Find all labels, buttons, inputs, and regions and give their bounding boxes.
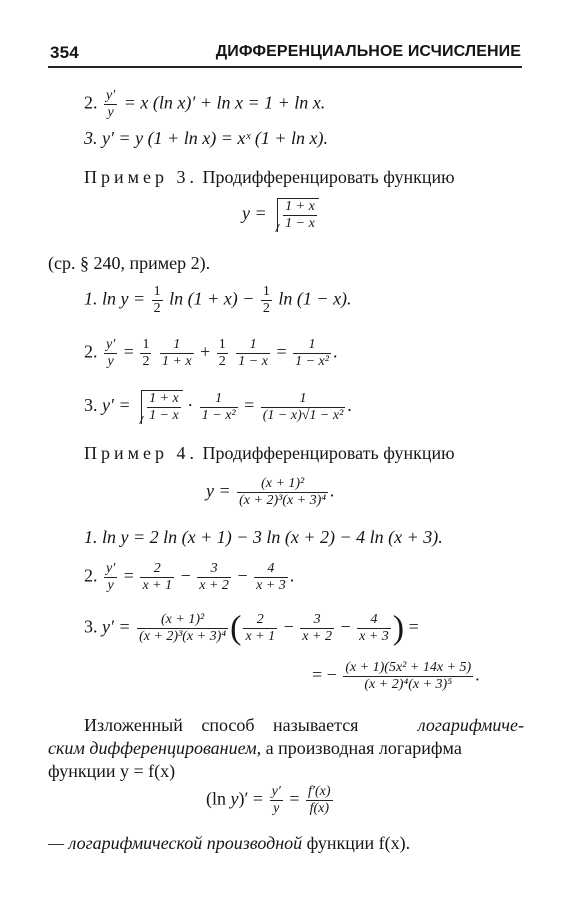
example-3-formula: y = $\frac{1 + x}{1 - x}$ [242,198,319,232]
step-label: 2. [84,565,98,586]
example-text: Продифференцировать функцию [202,443,455,463]
step-2-log-derivative [84,88,325,121]
paragraph-line-2 [48,737,462,759]
ex4-step-2: 2. $\frac{y'}{y}$ = $\frac{2}{x + 1}$ − $\frac{3}{x + 2}$ − $\frac{4}{x + 3}$ . [84,561,295,593]
step-label: 2. [84,341,98,362]
final-definition-line [48,832,410,854]
step-text: 1. ln y = [84,288,146,309]
fraction-y-prime-over-y: $\frac{y'}{y}$ [106,88,116,120]
example-3-heading [84,166,455,188]
step-label: 3. [84,616,98,637]
header-rule [48,66,522,68]
log-derivative-formula: (ln y)′ = $\frac{y'}{y}$ = $\frac{f'(x)}{f(x)}$ [206,784,331,816]
reference-line: (ср. § 240, пример 2). [48,253,211,273]
paragraph-text: Изложенный способ называется [84,715,359,735]
ex4-step-3-continued: = − $\frac{\text{(x + 1)(5x² + 14x + 5)}}{\text{(x + 2)⁴(x + 3)⁵}}$ . [312,660,480,692]
equation-text: = x (ln x)′ + ln x = 1 + ln x. [123,92,326,113]
page-number: 354 [50,43,79,62]
term-italic: логарифмиче- [417,715,524,735]
example-text: Продифференцировать функцию [202,167,455,187]
paragraph-line-1 [84,714,524,736]
term-italic: — логарифмической производной [48,833,303,853]
ex3-step-3: 3. y′ = $\frac{1 + x}{1 - x}$ · $\frac{1}{\text{1 − x²}}$ = $\frac{1}{\text{(1 − x)√1 − x²}}$ . [84,390,352,423]
ex4-step-3: 3. y′ = $\frac{\text{(x + 1)²}}{\text{(x + 2)³(x + 3)⁴}}$ ( $\frac{2}{x + 1}$ − $\frac{3}{x + 2}$ − $\frac{4}{x + 3}$ ) = [84,609,419,647]
running-header-title: ДИФФЕРЕНЦИАЛЬНОЕ ИСЧИСЛЕНИЕ [215,43,521,60]
example-4-heading [84,442,455,464]
term-italic: ским дифференцированием [48,738,257,758]
ex3-step-1: 1. ln y = $\frac{1}{2}$ ln (1 + x) − $\frac{1}{2}$ ln (1 − x). [84,284,352,316]
step-3-result: 3. y′ = y (1 + ln x) = xˣ (1 + ln x). [84,128,329,148]
step-label: 2. [84,92,98,113]
example-label: Пример 4. [84,443,199,463]
step-label: 3. [84,395,98,416]
paragraph-text: функции f(x). [302,833,411,853]
ex3-step-2: 2. $\frac{y'}{y}$ = $\frac{1}{2}$ $\frac{1}{1 + x}$ + $\frac{1}{2}$ $\frac{1}{1 - x}$ = $\frac{1}{\text{1 − x²}}$ . [84,337,338,369]
example-label: Пример 3. [84,167,199,187]
paragraph-line-3: функции y = f(x) [48,761,176,781]
paragraph-text: , а производная логарифма [256,738,462,758]
example-4-formula: y = $\frac{\text{(x + 1)²}}{\text{(x + 2)³(x + 3)⁴}}$ . [206,476,335,508]
ex4-step-1: 1. ln y = 2 ln (x + 1) − 3 ln (x + 2) − 4 ln (x + 3). [84,527,443,547]
